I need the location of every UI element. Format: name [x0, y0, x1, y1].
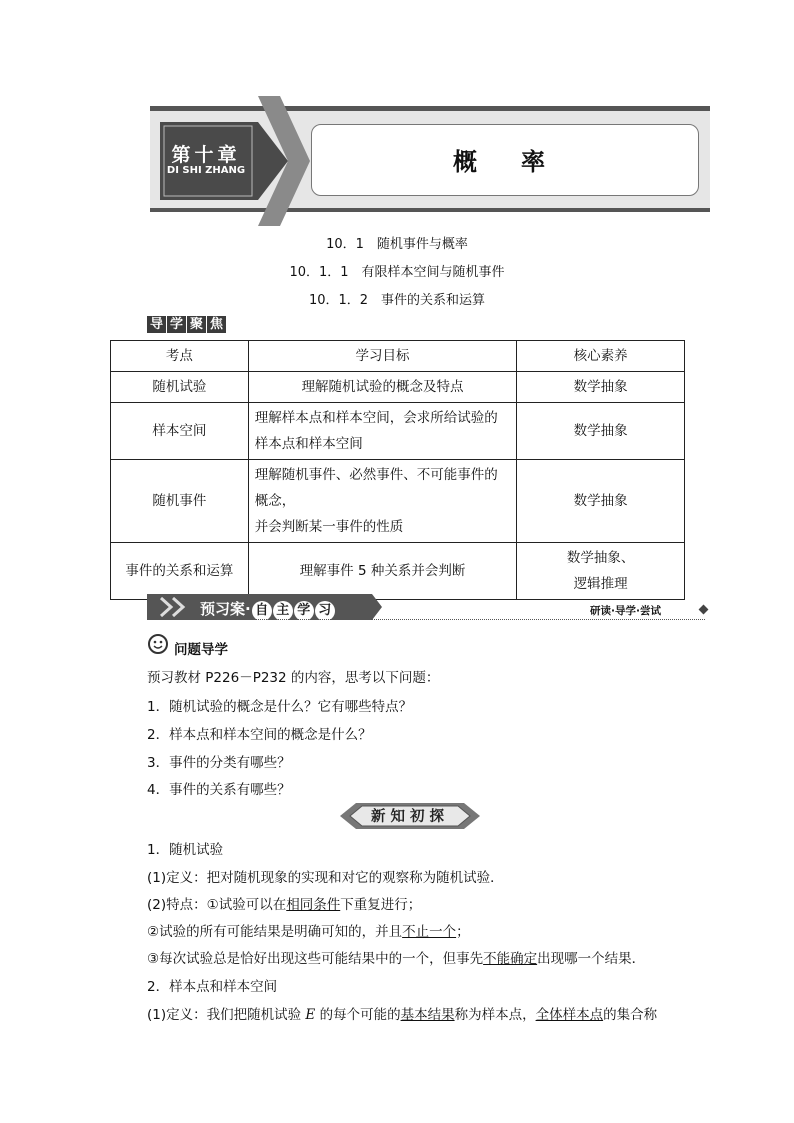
question-item: 3．事件的分类有哪些？: [147, 755, 291, 771]
table-header: 核心素养: [517, 341, 685, 372]
goal-cell: 理解样本点和样本空间，会求所给试验的 样本点和样本空间: [248, 403, 517, 460]
chapter-title: 概 率: [453, 148, 555, 176]
content-line: (1)定义：把对随机现象的实现和对它的观察称为随机试验．: [147, 870, 504, 886]
focus-badge: [147, 316, 226, 333]
question-item: 1．随机试验的概念是什么？它有哪些特点？: [147, 699, 413, 715]
smiley-icon: [147, 633, 169, 655]
new-knowledge-label: 新知初探: [371, 809, 449, 825]
topic-cell: 样本空间: [111, 403, 249, 460]
goal-cell: 理解事件 5 种关系并会判断: [248, 543, 517, 600]
problem-guide-heading: 问题导学: [174, 642, 228, 658]
diamond-icon: [699, 605, 709, 615]
chapter-pinyin: DI SHI ZHANG: [166, 165, 246, 176]
problem-guide-intro: 预习教材 P226－P232 的内容，思考以下问题：: [147, 670, 440, 686]
section-heading-3: 10．1．2 事件的关系和运算: [308, 293, 486, 308]
question-item: 4．事件的关系有哪些？: [147, 782, 291, 798]
content-line: (1)定义：我们把随机试验 E 的每个可能的基本结果称为样本点，全体样本点的集合称: [147, 1007, 658, 1023]
content-heading-1: 1．随机试验: [147, 842, 224, 858]
section-heading-1: 10．1 随机事件与概率: [326, 237, 468, 252]
literacy-cell: 数学抽象: [517, 460, 685, 543]
goal-cell: 理解随机试验的概念及特点: [248, 372, 517, 403]
table-row: [111, 543, 685, 600]
question-item: 2．样本点和样本空间的概念是什么？: [147, 727, 372, 743]
focus-badge-char: 导: [147, 316, 166, 333]
literacy-cell: 数学抽象: [517, 403, 685, 460]
topic-cell: 随机试验: [111, 372, 249, 403]
chapter-number: 第十章: [171, 144, 241, 166]
topic-cell: 随机事件: [111, 460, 249, 543]
content-line: ②试验的所有可能结果是明确可知的，并且不止一个；: [147, 924, 470, 940]
table-header: 学习目标: [248, 341, 517, 372]
preview-banner-tagline: 研读·导学·尝试: [590, 605, 661, 617]
literacy-cell: 数学抽象、 逻辑推理: [517, 543, 685, 600]
focus-badge-char: 学: [167, 316, 186, 333]
table-header-row: [111, 341, 685, 372]
topic-cell: 事件的关系和运算: [111, 543, 249, 600]
goal-cell: 理解随机事件、必然事件、不可能事件的 概念， 并会判断某一事件的性质: [248, 460, 517, 543]
section-heading-2: 10．1．1 有限样本空间与随机事件: [289, 265, 505, 280]
preview-banner-rule: [147, 618, 705, 620]
focus-badge-char: 焦: [207, 316, 226, 333]
focus-badge-char: 聚: [187, 316, 206, 333]
table-header: 考点: [111, 341, 249, 372]
table-row: [111, 372, 685, 403]
learning-goals-table: [110, 340, 685, 600]
literacy-cell: 数学抽象: [517, 372, 685, 403]
content-line: ③每次试验总是恰好出现这些可能结果中的一个，但事先不能确定出现哪一个结果．: [147, 951, 646, 967]
content-heading-2: 2．样本点和样本空间: [147, 979, 278, 995]
content-line: (2)特点：①试验可以在相同条件下重复进行；: [147, 897, 422, 913]
preview-banner-title: 预习案· 自 主 学 习: [200, 598, 335, 621]
table-row: [111, 403, 685, 460]
table-row: [111, 460, 685, 543]
